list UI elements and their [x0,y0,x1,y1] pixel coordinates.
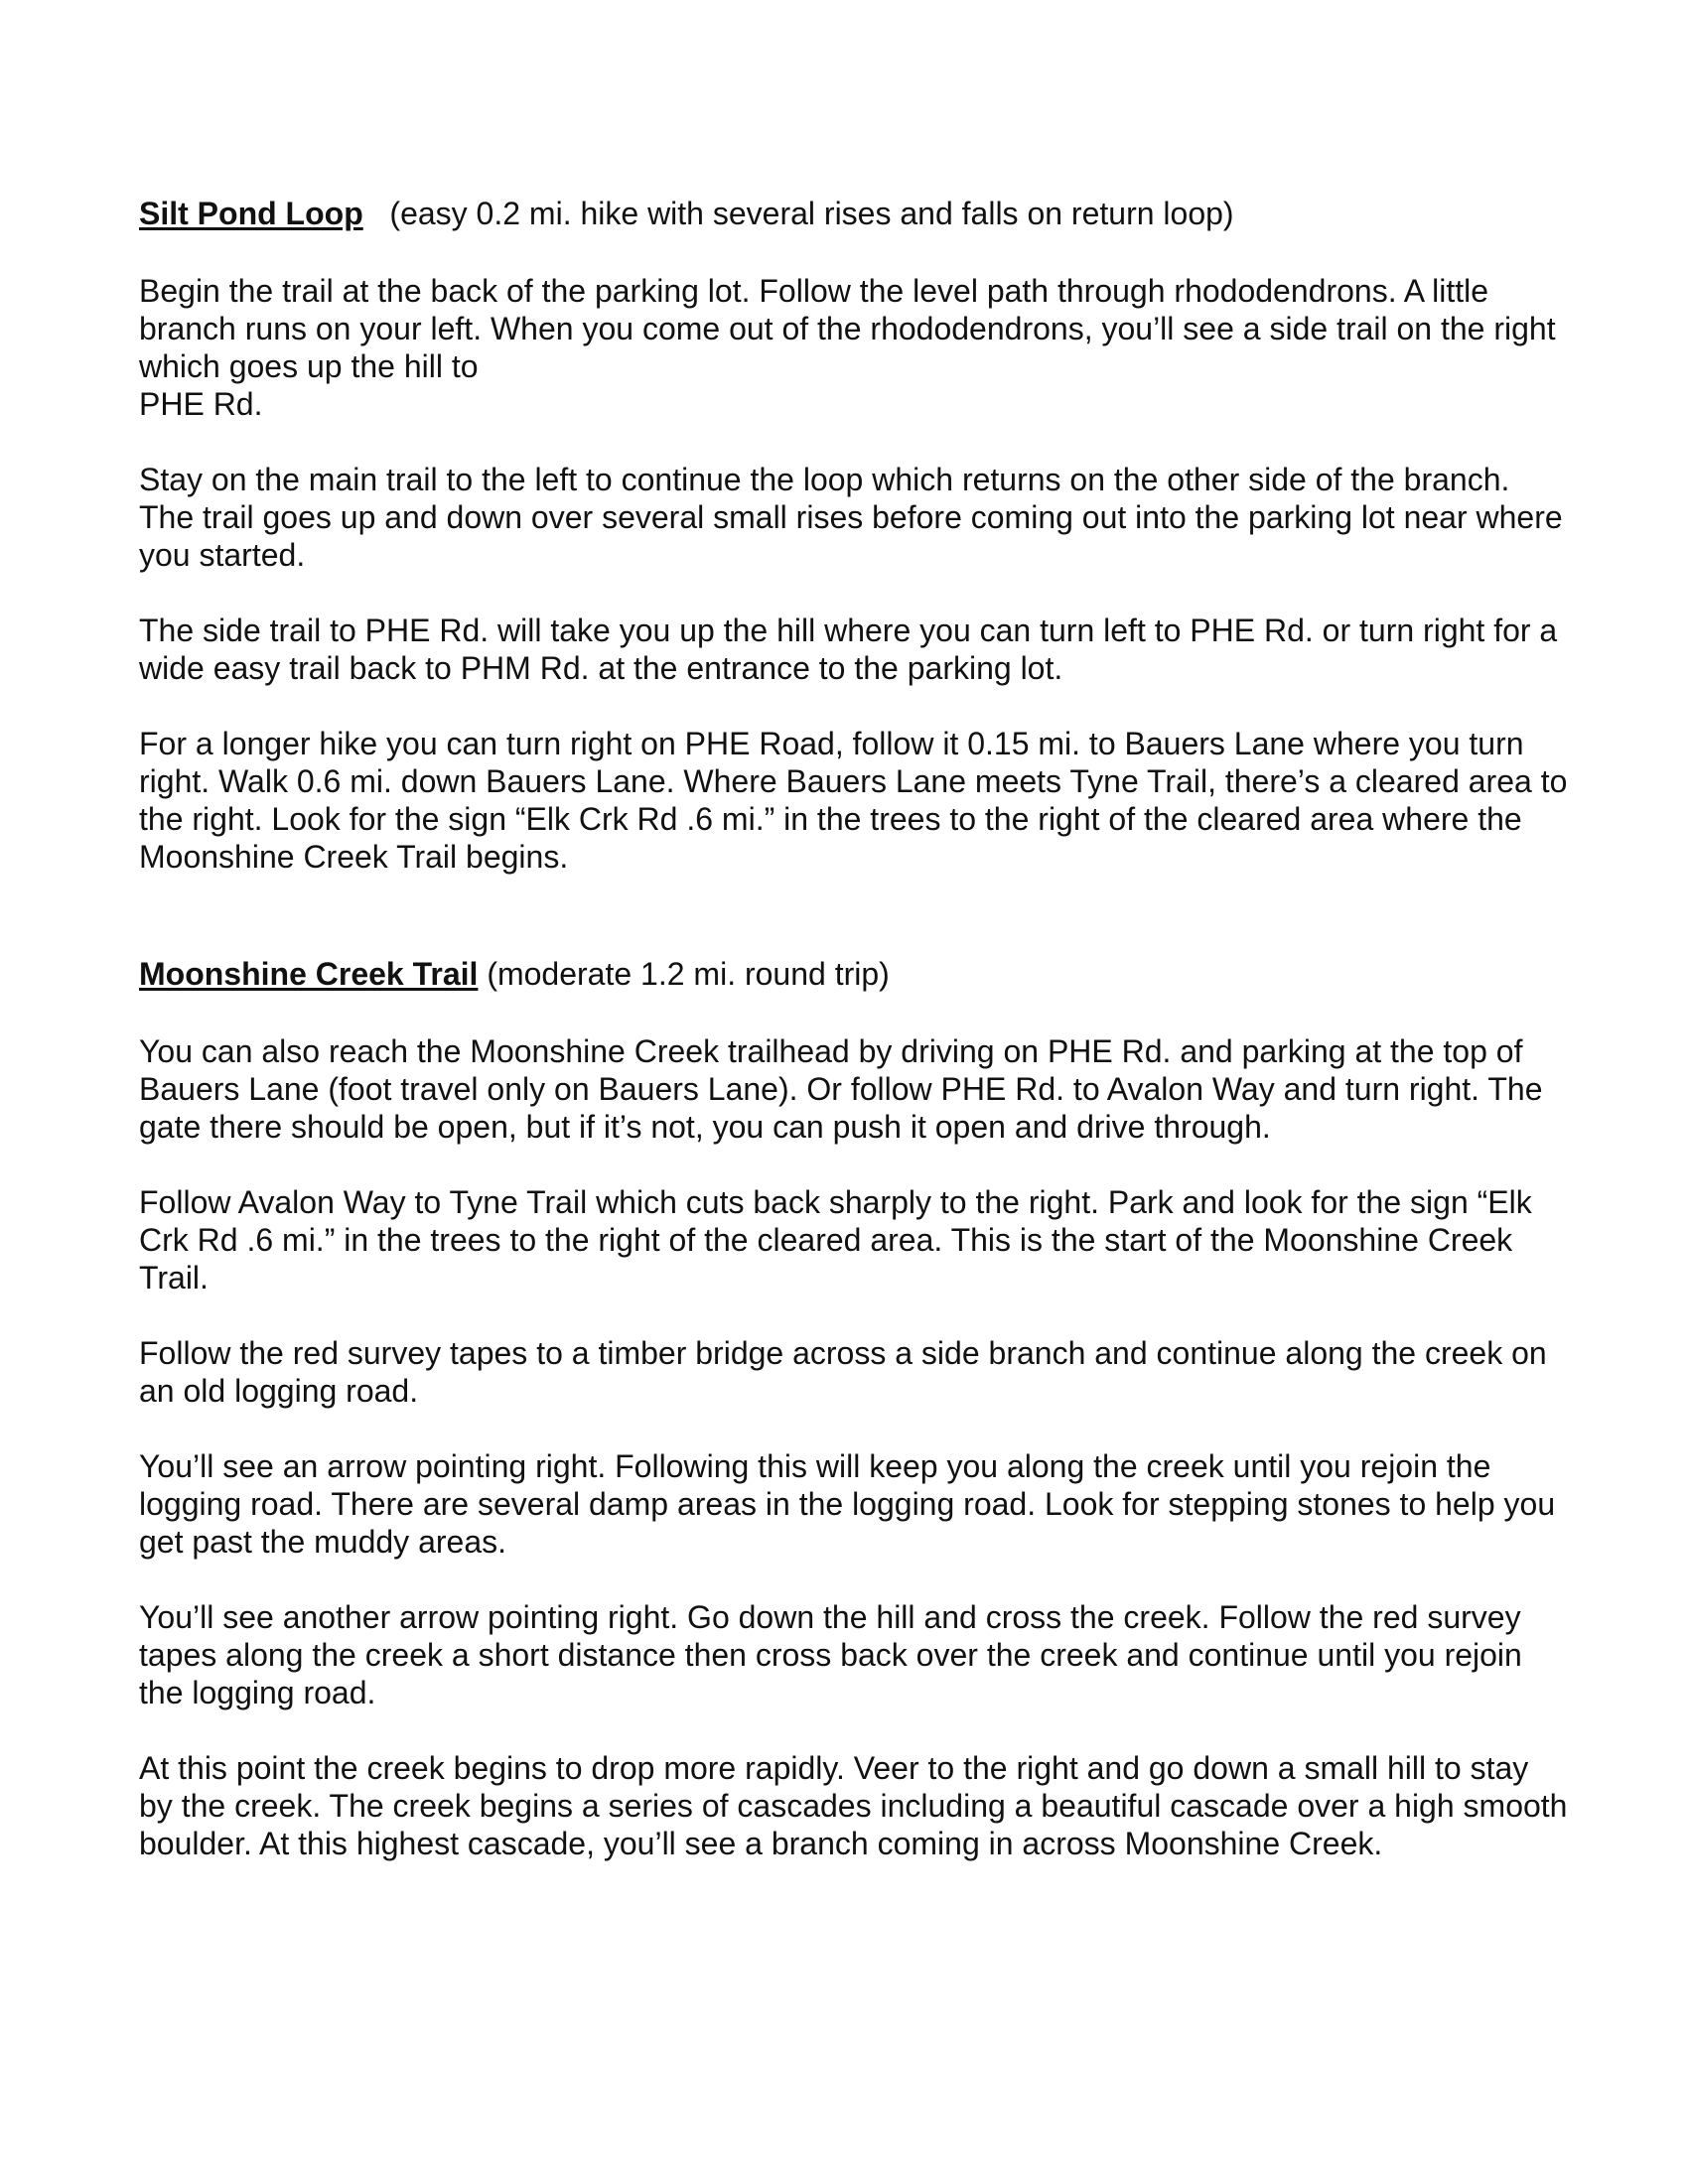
paragraph: The side trail to PHE Rd. will take you up the hill where you can turn left to PHE Rd. or turn right for a wide easy trail back to PHM Rd. at the entrance to the parking lot. [139,613,1558,686]
section-heading [139,955,1569,993]
paragraph: Follow the red survey tapes to a timber bridge across a side branch and continue along the creek on an old logging road. [139,1335,1547,1409]
section-subtitle: (easy 0.2 mi. hike with several rises and falls on return loop) [389,196,1234,231]
paragraph: You’ll see another arrow pointing right. Go down the hill and cross the creek. Follow the red survey tapes along the creek a short distance then cross back over the creek and continue until you rejoin the logging road. [139,1599,1522,1710]
paragraph: You’ll see an arrow pointing right. Following this will keep you along the creek until you rejoin the logging road. There are several damp areas in the logging road. Look for stepping stones to help you get past the muddy areas. [139,1448,1556,1560]
paragraph: At this point the creek begins to drop more rapidly. Veer to the right and go down a small hill to stay by the creek. The creek begins a series of cascades including a beautiful cascade over a high smooth boulder. At this highest cascade, you’ll see a branch coming in across Moonshine Creek. [139,1750,1568,1861]
section-title: Silt Pond Loop [139,196,363,231]
section-subtitle: (moderate 1.2 mi. round trip) [487,956,890,992]
section-title: Moonshine Creek Trail [139,956,479,992]
paragraph: You can also reach the Moonshine Creek trailhead by driving on PHE Rd. and parking at the top of Bauers Lane (foot travel only on Bauers Lane). Or follow PHE Rd. to Avalon Way and turn right. The gate there should be open, but if it’s not, you can push it open and drive through. [139,1033,1543,1145]
section-heading [139,195,1569,232]
paragraph [139,272,1569,423]
document-page [139,195,1569,1900]
paragraph: Follow Avalon Way to Tyne Trail which cuts back sharply to the right. Park and look for the sign “Elk Crk Rd .6 mi.” in the trees to the right of the cleared area. This is the start of the Moonshine Creek Trail. [139,1184,1532,1296]
silt-pond-loop-section [139,195,1569,876]
paragraph-line: Begin the trail at the back of the parking lot. Follow the level path through rhododendrons. A little branch runs on your left. When you come out of the rhododendrons, you’ll see a side trail on the right which goes up the hill to [139,273,1556,384]
paragraph: Stay on the main trail to the left to continue the loop which returns on the other side of the branch. The trail goes up and down over several small rises before coming out into the parking lot near where you started. [139,462,1563,573]
moonshine-creek-trail-section [139,955,1569,1862]
paragraph: For a longer hike you can turn right on PHE Road, follow it 0.15 mi. to Bauers Lane where you turn right. Walk 0.6 mi. down Bauers Lane. Where Bauers Lane meets Tyne Trail, there’s a cleared area to the right. Look for the sign “Elk Crk Rd .6 mi.” in the trees to the right of the cleared area where the Moonshine Creek Trail begins. [139,726,1568,875]
paragraph-line: PHE Rd. [139,386,263,422]
